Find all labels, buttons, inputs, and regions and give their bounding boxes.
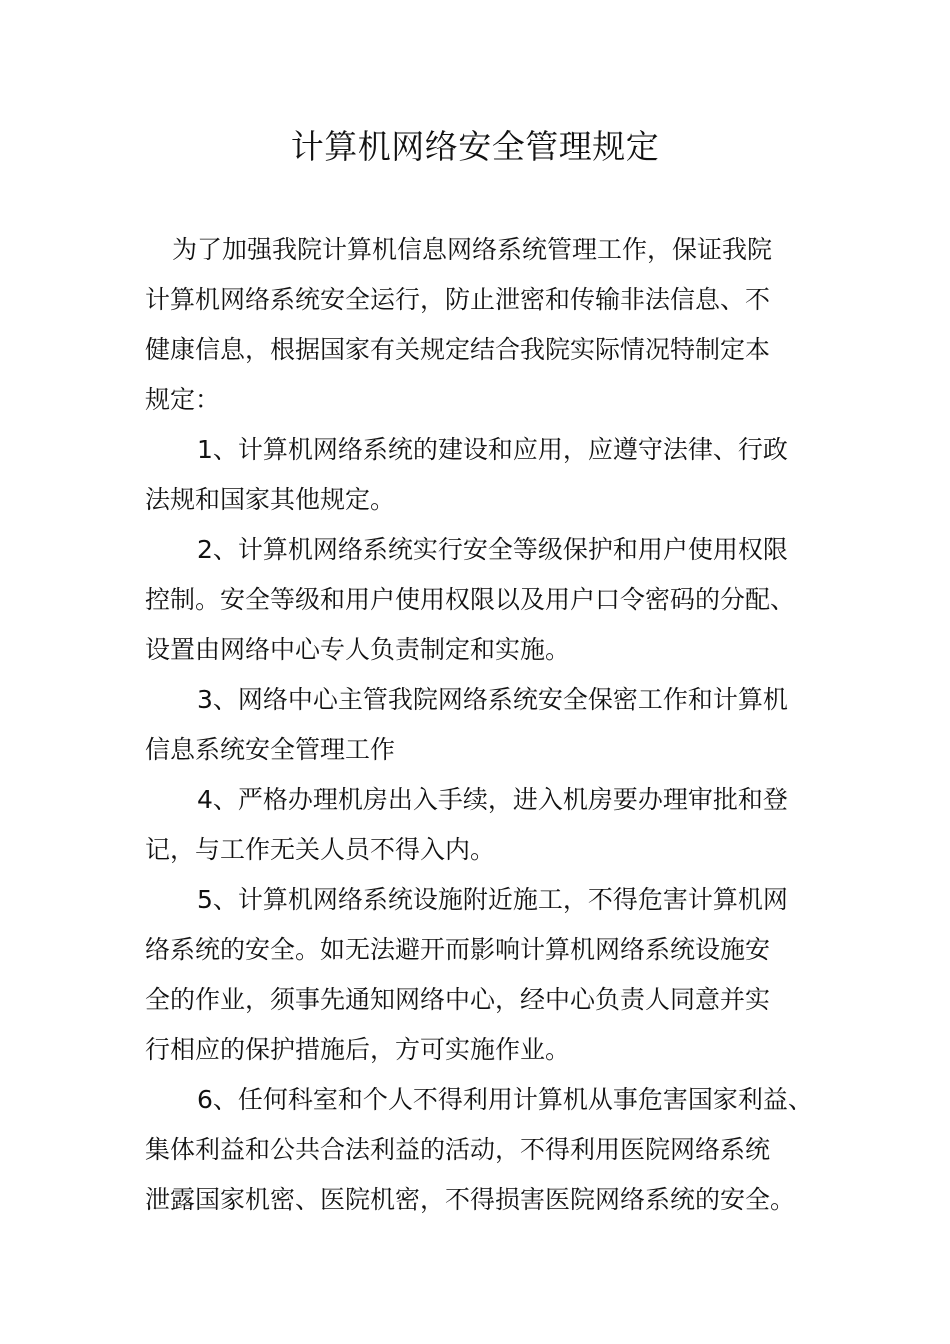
clause-2-line-3: 设置由网络中心专人负责制定和实施。	[145, 635, 571, 664]
clause-6-line-1: 6、任何科室和个人不得利用计算机从事危害国家利益、	[197, 1085, 813, 1114]
clause-6-line-2: 集体利益和公共合法利益的活动，不得利用医院网络系统	[145, 1135, 771, 1164]
clause-4-line-1: 4、严格办理机房出入手续，进入机房要办理审批和登	[197, 785, 788, 814]
clause-2-line-2: 控制。安全等级和用户使用权限以及用户口令密码的分配、	[145, 585, 796, 614]
clause-5-line-4: 行相应的保护措施后，方可实施作业。	[145, 1035, 571, 1064]
clause-2-line-1: 2、计算机网络系统实行安全等级保护和用户使用权限	[197, 535, 788, 564]
document-title: 计算机网络安全管理规定	[290, 127, 660, 166]
clause-1-line-2: 法规和国家其他规定。	[145, 485, 396, 514]
clause-3-line-2: 信息系统安全管理工作	[145, 735, 396, 764]
paragraph-intro-line-3: 健康信息，根据国家有关规定结合我院实际情况特制定本	[145, 335, 771, 364]
clause-5-line-2: 络系统的安全。如无法避开而影响计算机网络系统设施安	[145, 935, 771, 964]
paragraph-intro-line-1: 为了加强我院计算机信息网络系统管理工作，保证我院	[172, 235, 773, 264]
clause-6-line-3: 泄露国家机密、医院机密，不得损害医院网络系统的安全。	[145, 1185, 796, 1214]
paragraph-intro-line-4: 规定：	[145, 385, 221, 414]
clause-3-line-1: 3、网络中心主管我院网络系统安全保密工作和计算机	[197, 685, 788, 714]
clause-5-line-3: 全的作业，须事先通知网络中心，经中心负责人同意并实	[145, 985, 771, 1014]
clause-5-line-1: 5、计算机网络系统设施附近施工，不得危害计算机网	[197, 885, 788, 914]
paragraph-intro-line-2: 计算机网络系统安全运行，防止泄密和传输非法信息、不	[145, 285, 771, 314]
clause-1-line-1: 1、计算机网络系统的建设和应用，应遵守法律、行政	[197, 435, 788, 464]
clause-4-line-2: 记，与工作无关人员不得入内。	[145, 835, 496, 864]
